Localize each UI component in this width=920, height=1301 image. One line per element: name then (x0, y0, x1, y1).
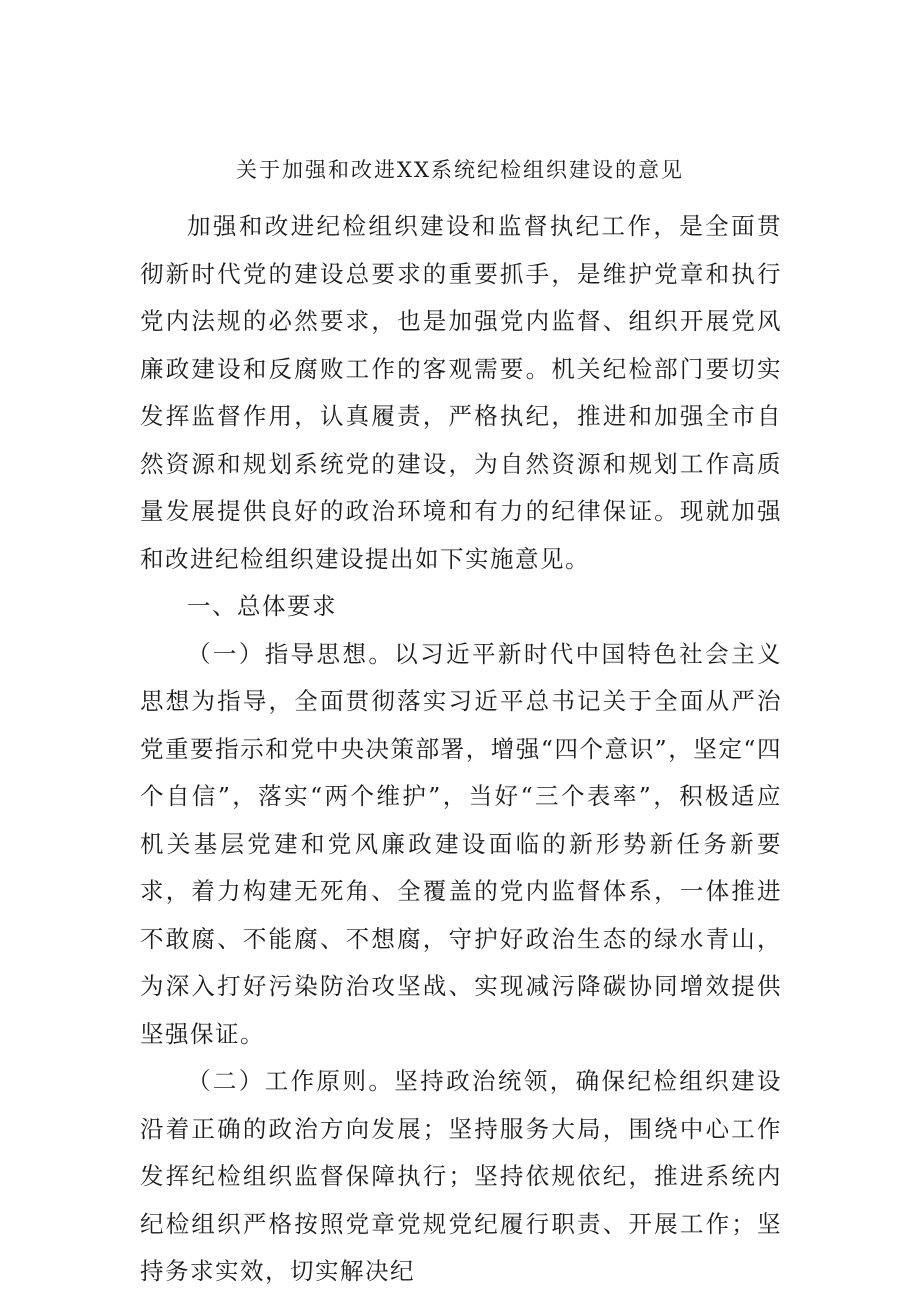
section-heading-general-requirements: 一、总体要求 (187, 592, 337, 620)
guiding-ideology-paragraph: （一）指导思想。以习近平新时代中国特色社会主义思想为指导，全面贯彻落实习近平总书记关于全面从严治党重要指示和党中央决策部署，增强“四个意识”，坚定“四个自信”，落实“两个维护”，当好“三个表率”，积极适应机关基层党建和党风廉政建设面临的新形势新任务新要求，着力构建无死角、全覆盖的党内监督体系，一体推进不敢腐、不能腐、不想腐，守护好政治生态的绿水青山，为深入打好污染防治攻坚战、实现减污降碳协同增效提供坚强保证。 (140, 639, 782, 1048)
intro-paragraph: 加强和改进纪检组织建设和监督执纪工作，是全面贯彻新时代党的建设总要求的重要抓手，是维护党章和执行党内法规的必然要求，也是加强党内监督、组织开展党风廉政建设和反腐败工作的客观需要。机关纪检部门要切实发挥监督作用，认真履责，严格执纪，推进和加强全市自然资源和规划系统党的建设，为自然资源和规划工作高质量发展提供良好的政治环境和有力的纪律保证。现就加强和改进纪检组织建设提出如下实施意见。 (140, 212, 782, 573)
work-principles-paragraph: （二）工作原则。坚持政治统领，确保纪检组织建设沿着正确的政治方向发展；坚持服务大局，围绕中心工作发挥纪检组织监督保障执行；坚持依规依纪，推进系统内纪检组织严格按照党章党规党纪履行职责、开展工作；坚持务求实效，切实解决纪 (140, 1067, 782, 1285)
document-body (140, 203, 782, 1296)
document-title: 关于加强和改进XX系统纪检组织建设的意见 (236, 158, 684, 182)
